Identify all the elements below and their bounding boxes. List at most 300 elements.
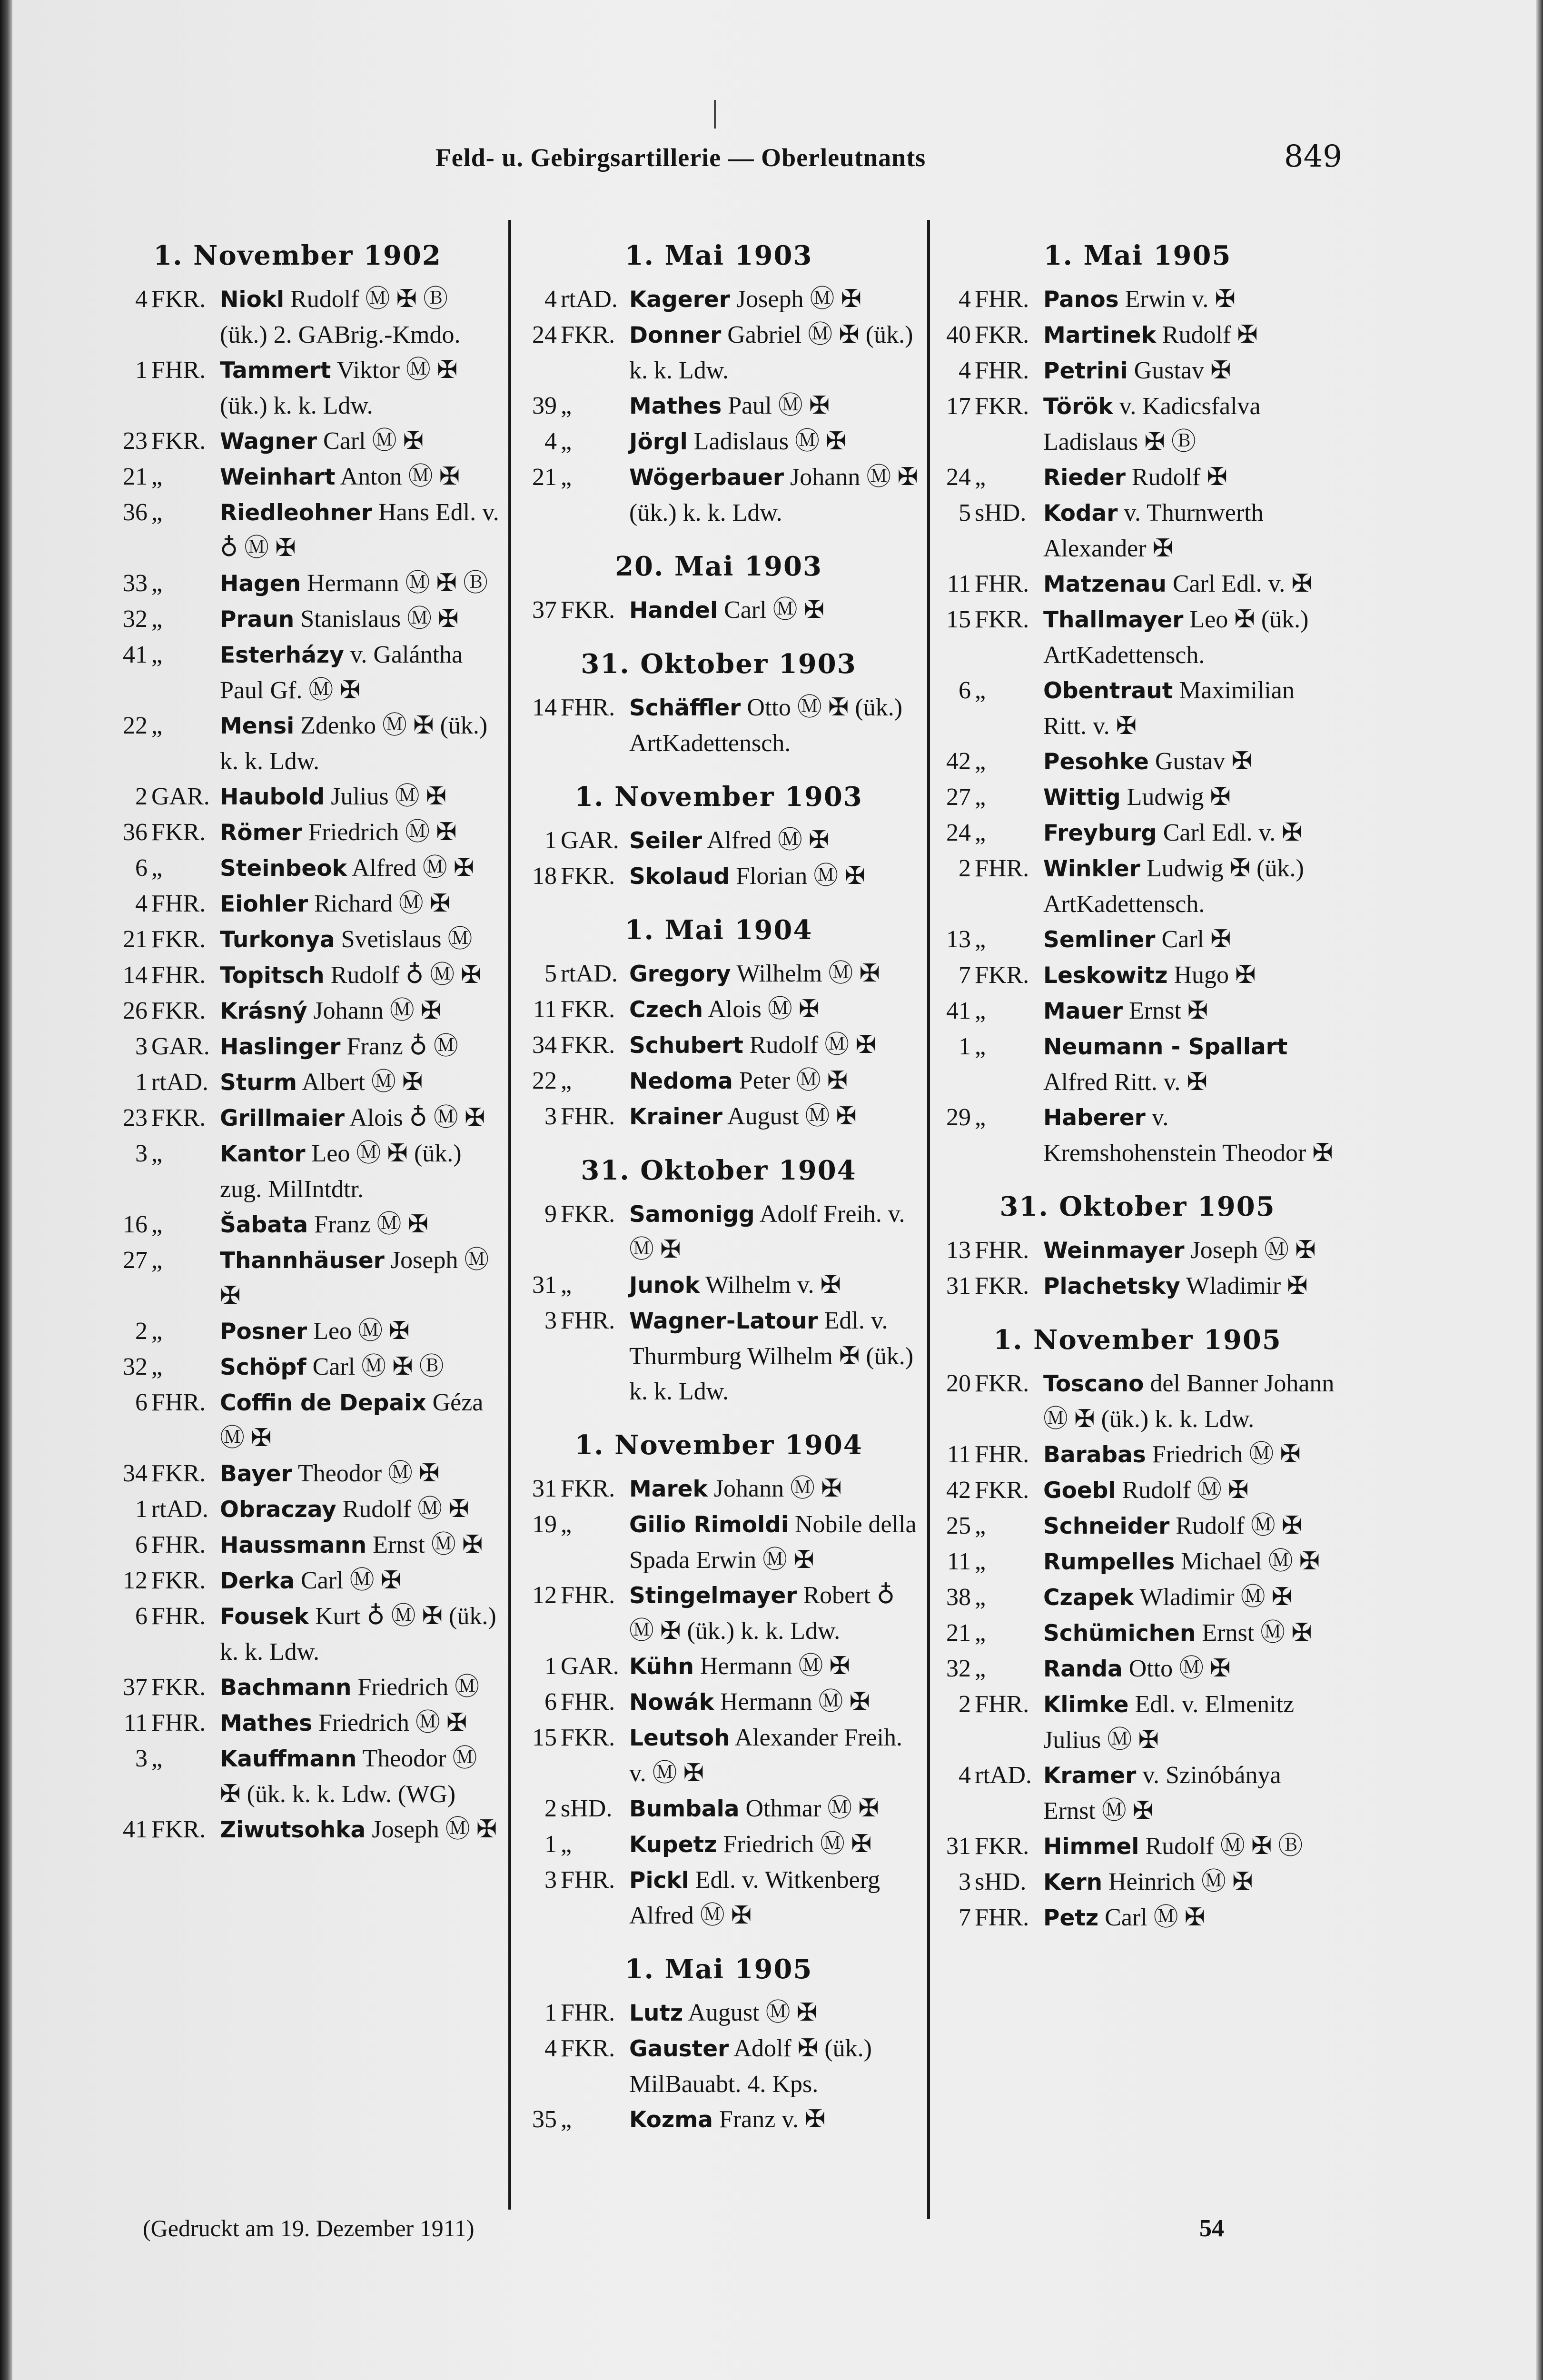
regiment-number: 38 <box>946 1584 971 1611</box>
regiment-number: 4 <box>135 890 148 917</box>
unit-type: FKR. <box>151 286 206 313</box>
entry-text <box>1037 566 1337 602</box>
officer-surname: Bachmann <box>220 1675 352 1701</box>
officer-surname: Weinhart <box>220 464 336 490</box>
unit-type: „ <box>151 712 163 739</box>
heading-gap <box>95 273 500 282</box>
regiment-cell <box>95 958 213 993</box>
officer-details: Adolf ✠ (ük.) MilBauabt. 4. Kps. <box>629 2035 872 2098</box>
officer-entry <box>938 922 1337 958</box>
unit-type: „ <box>151 499 163 526</box>
officer-surname: Mathes <box>629 393 722 419</box>
regiment-cell <box>938 1864 1037 1900</box>
officer-details: Albert Ⓜ ✠ <box>302 1069 423 1096</box>
officer-entry <box>519 1720 919 1791</box>
date-heading: 31. Oktober 1903 <box>581 648 857 680</box>
officer-surname: Steinbeok <box>220 855 347 882</box>
officer-details: v. Szinóbánya Ernst Ⓜ ✠ <box>1043 1762 1281 1825</box>
regiment-cell <box>938 1437 1037 1473</box>
officer-entry <box>938 958 1337 993</box>
regiment-number: 27 <box>946 783 971 811</box>
officer-entry <box>95 282 500 353</box>
regiment-number: 6 <box>135 1603 148 1630</box>
officer-details: Julius Ⓜ ✠ <box>331 783 447 810</box>
entry-text <box>623 460 919 531</box>
entry-text <box>1037 673 1337 744</box>
date-heading: 20. Mai 1903 <box>615 551 822 582</box>
regiment-cell <box>519 1063 623 1099</box>
regiment-cell <box>519 1303 623 1409</box>
regiment-number: 11 <box>533 996 557 1023</box>
officer-surname: Bumbala <box>629 1796 740 1822</box>
officer-surname: Samonigg <box>629 1201 755 1228</box>
officer-details: del Banner Johann Ⓜ ✠ (ük.) k. k. Ldw. <box>1043 1370 1335 1433</box>
regiment-number: 31 <box>946 1833 971 1860</box>
heading-gap <box>519 814 919 823</box>
officer-surname: Bayer <box>220 1461 292 1487</box>
regiment-cell <box>938 1900 1037 1936</box>
entry-text <box>1037 1508 1337 1544</box>
date-heading: 31. Oktober 1905 <box>999 1191 1276 1222</box>
entry-text <box>213 1599 500 1670</box>
entry-text <box>213 1456 500 1492</box>
officer-entry <box>519 1578 919 1649</box>
officer-entry <box>95 1101 500 1136</box>
officer-details: Joseph Ⓜ ✠ <box>1190 1237 1316 1264</box>
officer-entry <box>519 1995 919 2031</box>
entry-text <box>1037 282 1337 317</box>
officer-details: Franz v. ✠ <box>719 2106 826 2133</box>
officer-details: Florian Ⓜ ✠ <box>736 863 865 890</box>
officer-entry <box>95 1670 500 1706</box>
regiment-cell <box>938 673 1037 744</box>
officer-surname: Martinek <box>1043 322 1156 348</box>
unit-type: FHR. <box>975 855 1029 882</box>
unit-type: FKR. <box>151 1816 206 1843</box>
entry-text <box>213 922 500 958</box>
officer-details: Edl. v. Witkenberg Alfred Ⓜ ✠ <box>629 1866 880 1929</box>
section-gap <box>519 1135 919 1153</box>
regiment-cell <box>95 851 213 886</box>
officer-surname: Wögerbauer <box>629 465 784 491</box>
entry-text <box>213 1029 500 1065</box>
unit-type: „ <box>975 1104 986 1131</box>
regiment-number: 5 <box>959 499 971 526</box>
regiment-number: 14 <box>532 694 557 721</box>
officer-surname: Riedleohner <box>220 500 373 526</box>
unit-type: FHR. <box>151 1603 206 1630</box>
unit-type: „ <box>975 748 986 775</box>
officer-surname: Barabas <box>1043 1442 1146 1468</box>
regiment-cell <box>938 353 1037 389</box>
officer-details: Anton Ⓜ ✠ <box>340 463 460 490</box>
regiment-number: 11 <box>947 570 971 597</box>
unit-type: „ <box>151 1140 163 1167</box>
unit-type: „ <box>975 1033 986 1060</box>
regiment-number: 3 <box>544 1866 557 1894</box>
officer-entry <box>938 1580 1337 1616</box>
regiment-cell <box>938 1508 1037 1544</box>
unit-type: FHR. <box>561 1688 615 1716</box>
entry-text <box>1037 496 1337 566</box>
officer-surname: Nowák <box>629 1689 714 1716</box>
officer-details: Ludwig ✠ (ük.) ArtKadettensch. <box>1043 855 1304 918</box>
page-right-edge <box>1536 0 1543 2380</box>
entry-text <box>623 317 919 388</box>
officer-entry <box>938 851 1337 922</box>
unit-type: rtAD. <box>561 960 618 987</box>
officer-surname: Schäffler <box>629 695 741 721</box>
officer-entry <box>519 1507 919 1578</box>
unit-type: „ <box>561 1511 572 1538</box>
regiment-number: 9 <box>544 1200 557 1228</box>
unit-type: FKR. <box>151 1567 206 1594</box>
officer-surname: Mauer <box>1043 998 1123 1024</box>
officer-details: Gustav ✠ <box>1155 748 1252 775</box>
unit-type: FHR. <box>561 1307 615 1334</box>
officer-entry <box>95 1243 500 1314</box>
entry-text <box>1037 922 1337 958</box>
officer-surname: Neumann - Spallart <box>1043 1034 1288 1060</box>
regiment-number: 3 <box>135 1745 148 1772</box>
unit-type: FKR. <box>975 393 1029 420</box>
officer-details: Erwin v. ✠ <box>1125 286 1236 313</box>
regiment-number: 3 <box>544 1307 557 1334</box>
officer-details: Alfred Ⓜ ✠ <box>707 827 830 854</box>
running-title: Feld- u. Gebirgsartillerie — Oberleutnants <box>435 143 926 172</box>
unit-type: FHR. <box>561 1999 615 2026</box>
regiment-cell <box>95 1812 213 1848</box>
regiment-number: 6 <box>135 1389 148 1416</box>
unit-type: „ <box>561 428 572 455</box>
officer-surname: Klimke <box>1043 1692 1129 1718</box>
regiment-cell <box>95 1599 213 1670</box>
regiment-cell <box>95 495 213 566</box>
print-note: (Gedruckt am 19. Dezember 1911) <box>143 2215 475 2241</box>
officer-details: Maximilian Ritt. v. ✠ <box>1043 677 1295 740</box>
heading-gap <box>519 273 919 282</box>
regiment-number: 4 <box>544 428 557 455</box>
officer-entry <box>938 993 1337 1029</box>
regiment-number: 4 <box>544 2035 557 2062</box>
date-heading: 1. November 1904 <box>574 1429 863 1461</box>
officer-entry <box>95 886 500 922</box>
entry-text <box>623 2102 919 2138</box>
officer-details: Adolf Freih. v. Ⓜ ✠ <box>629 1200 905 1263</box>
unit-type: „ <box>975 1655 986 1682</box>
regiment-number: 3 <box>544 1103 557 1130</box>
unit-type: „ <box>975 1548 986 1575</box>
unit-type: FKR. <box>151 1104 206 1131</box>
date-heading: 1. Mai 1904 <box>624 914 813 946</box>
officer-surname: Petrini <box>1043 358 1128 384</box>
regiment-number: 21 <box>123 926 148 953</box>
regiment-number: 31 <box>532 1475 557 1502</box>
officer-entry <box>95 1207 500 1243</box>
officer-surname: Gilio Rimoldi <box>629 1512 789 1538</box>
officer-surname: Schubert <box>629 1032 743 1059</box>
unit-type: „ <box>561 1831 572 1858</box>
officer-entry <box>519 1471 919 1507</box>
unit-type: FKR. <box>561 1031 615 1059</box>
officer-surname: Mensi <box>220 713 295 739</box>
regiment-cell <box>938 1100 1037 1171</box>
officer-details: Carl ✠ <box>1161 926 1231 953</box>
entry-text <box>623 1995 919 2031</box>
officer-entry <box>95 1349 500 1385</box>
regiment-number: 34 <box>532 1031 557 1059</box>
officer-details: Edl. v. Thurmburg Wilhelm ✠ (ük.) k. k. Ldw. <box>629 1307 914 1405</box>
officer-entry <box>519 1028 919 1063</box>
entry-text <box>623 1720 919 1791</box>
officer-details: Friedrich Ⓜ ✠ <box>308 819 457 846</box>
officer-surname: Wittig <box>1043 784 1121 811</box>
unit-type: GAR. <box>151 1033 210 1060</box>
officer-details: v. Galántha Paul Gf. Ⓜ ✠ <box>220 641 463 704</box>
entry-text <box>623 1471 919 1507</box>
entry-text <box>1037 1687 1337 1758</box>
officer-details: Johann Ⓜ ✠ (ük.) k. k. Ldw. <box>629 464 918 526</box>
entry-text <box>1037 780 1337 815</box>
officer-details: Ernst Ⓜ ✠ <box>1202 1619 1312 1646</box>
section-gap <box>519 894 919 912</box>
regiment-cell <box>938 460 1037 496</box>
officer-surname: Goebl <box>1043 1478 1116 1504</box>
entry-text <box>1037 1437 1337 1473</box>
date-heading: 1. Mai 1905 <box>624 1954 813 1985</box>
officer-entry <box>519 424 919 460</box>
unit-type: „ <box>561 1067 572 1094</box>
officer-surname: Schümichen <box>1043 1620 1196 1646</box>
unit-type: sHD. <box>975 499 1027 526</box>
regiment-number: 40 <box>946 321 971 348</box>
regiment-cell <box>938 744 1037 780</box>
entry-text <box>213 424 500 459</box>
officer-entry <box>519 1197 919 1268</box>
officer-entry <box>95 1706 500 1741</box>
officer-details: Theodor Ⓜ ✠ <box>297 1460 440 1487</box>
regiment-cell <box>519 1268 623 1303</box>
date-heading: 1. Mai 1903 <box>624 240 813 271</box>
regiment-cell <box>95 1136 213 1207</box>
regiment-number: 21 <box>532 464 557 491</box>
entry-text <box>1037 353 1337 389</box>
entry-text <box>1037 389 1337 460</box>
officer-details: Kurt ♁ Ⓜ ✠ (ük.) k. k. Ldw. <box>220 1603 496 1666</box>
regiment-cell <box>519 1197 623 1268</box>
unit-type: FKR. <box>151 1674 206 1701</box>
entry-text <box>1037 958 1337 993</box>
regiment-cell <box>938 1651 1037 1687</box>
officer-surname: Kantor <box>220 1141 306 1167</box>
regiment-cell <box>938 1269 1037 1304</box>
unit-type: sHD. <box>561 1795 613 1822</box>
officer-surname: Marek <box>629 1476 708 1502</box>
entry-text <box>623 1197 919 1268</box>
officer-entry <box>95 1741 500 1812</box>
regiment-cell <box>519 593 623 628</box>
regiment-cell <box>95 779 213 815</box>
regiment-number: 25 <box>946 1512 971 1539</box>
officer-surname: Rieder <box>1043 465 1126 491</box>
heading-gap <box>938 1358 1337 1366</box>
section-gap <box>938 1304 1337 1322</box>
officer-surname: Panos <box>1043 287 1119 313</box>
regiment-cell <box>938 1616 1037 1651</box>
officer-details: Carl Ⓜ ✠ <box>301 1567 402 1594</box>
officer-details: Joseph Ⓜ ✠ <box>736 286 862 313</box>
regiment-number: 1 <box>544 1999 557 2026</box>
entry-text <box>213 1527 500 1563</box>
officer-surname: Nedoma <box>629 1068 733 1094</box>
unit-type: „ <box>975 1619 986 1646</box>
entry-text <box>623 1863 919 1934</box>
unit-type: FHR. <box>975 1237 1029 1264</box>
officer-surname: Tammert <box>220 357 331 384</box>
regiment-cell <box>938 389 1037 460</box>
officer-details: Leo Ⓜ ✠ (ük.) zug. MilIntdtr. <box>220 1140 462 1203</box>
regiment-cell <box>938 1544 1037 1580</box>
officer-entry <box>938 317 1337 353</box>
regiment-cell <box>938 993 1037 1029</box>
officer-details: Otto Ⓜ ✠ <box>1128 1655 1231 1682</box>
unit-type: „ <box>975 819 986 846</box>
regiment-cell <box>519 282 623 317</box>
officer-details: Carl Edl. v. ✠ <box>1172 570 1312 597</box>
officer-entry <box>95 708 500 779</box>
regiment-number: 37 <box>123 1674 148 1701</box>
regiment-number: 41 <box>946 997 971 1024</box>
officer-entry <box>938 1651 1337 1687</box>
officer-entry <box>938 1544 1337 1580</box>
officer-details: Carl Ⓜ ✠ <box>724 596 825 624</box>
entry-text <box>623 593 919 628</box>
officer-surname: Stingelmayer <box>629 1583 797 1609</box>
column-divider-left <box>508 220 511 2210</box>
officer-entry <box>938 1829 1337 1864</box>
officer-details: Heinrich Ⓜ ✠ <box>1108 1868 1253 1895</box>
unit-type: FKR. <box>151 819 206 846</box>
entry-text <box>1037 1758 1337 1829</box>
officer-entry <box>938 1233 1337 1269</box>
officer-surname: Toscano <box>1043 1371 1144 1397</box>
officer-details: Richard Ⓜ ✠ <box>314 890 451 917</box>
officer-entry <box>519 317 919 388</box>
entry-text <box>213 1101 500 1136</box>
regiment-number: 7 <box>959 962 971 989</box>
heading-gap <box>519 584 919 593</box>
officer-surname: Freyburg <box>1043 820 1157 846</box>
regiment-number: 29 <box>946 1104 971 1131</box>
unit-type: FKR. <box>975 606 1029 633</box>
officer-details: Rudolf Ⓜ ✠ <box>1122 1477 1249 1504</box>
officer-surname: Coffin de Depaix <box>220 1390 426 1416</box>
regiment-number: 27 <box>123 1247 148 1274</box>
officer-surname: Krásný <box>220 998 307 1024</box>
entry-text <box>213 282 500 353</box>
officer-surname: Wagner-Latour <box>629 1308 818 1334</box>
regiment-number: 4 <box>959 357 971 384</box>
page-number: 849 <box>1284 139 1342 174</box>
unit-type: „ <box>975 1512 986 1539</box>
regiment-number: 2 <box>544 1795 557 1822</box>
entry-text <box>1037 317 1337 353</box>
regiment-number: 24 <box>946 464 971 491</box>
section-gap <box>519 628 919 646</box>
officer-entry <box>519 1303 919 1409</box>
heading-gap <box>519 948 919 956</box>
regiment-number: 2 <box>135 1318 148 1345</box>
officer-details: Theodor Ⓜ ✠ (ük. k. k. Ldw. (WG) <box>220 1745 477 1808</box>
regiment-cell <box>519 859 623 894</box>
regiment-cell <box>519 823 623 859</box>
officer-entry <box>95 1812 500 1848</box>
entry-text <box>623 282 919 317</box>
officer-surname: Kagerer <box>629 287 730 313</box>
entry-text <box>213 353 500 424</box>
officer-surname: Eiohler <box>220 891 308 917</box>
regiment-number: 2 <box>135 783 148 810</box>
officer-entry <box>519 2102 919 2138</box>
officer-surname: Lutz <box>629 2000 683 2026</box>
regiment-cell <box>938 958 1037 993</box>
unit-type: FKR. <box>151 427 206 455</box>
regiment-cell <box>95 1527 213 1563</box>
regiment-number: 11 <box>947 1548 971 1575</box>
officer-surname: Kupetz <box>629 1832 717 1858</box>
regiment-number: 17 <box>946 393 971 420</box>
regiment-cell <box>519 460 623 531</box>
regiment-cell <box>519 1578 623 1649</box>
officer-details: Franz ♁ Ⓜ <box>346 1033 458 1060</box>
regiment-number: 22 <box>123 712 148 739</box>
officer-entry <box>95 1314 500 1349</box>
regiment-cell <box>519 2031 623 2102</box>
unit-type: FHR. <box>151 1531 206 1558</box>
officer-surname: Semliner <box>1043 927 1156 953</box>
entry-text <box>213 886 500 922</box>
column-divider-right <box>927 220 930 2219</box>
regiment-cell <box>938 1473 1037 1508</box>
officer-surname: Kühn <box>629 1654 694 1680</box>
regiment-number: 24 <box>946 819 971 846</box>
officer-details: Carl Ⓜ ✠ Ⓑ <box>312 1353 444 1380</box>
officer-entry <box>519 1827 919 1863</box>
officer-entry <box>519 1863 919 1934</box>
entry-text <box>1037 1900 1337 1936</box>
regiment-number: 16 <box>123 1211 148 1238</box>
regiment-number: 39 <box>532 392 557 419</box>
officer-entry <box>938 1900 1337 1936</box>
officer-entry <box>95 1563 500 1599</box>
officer-entry <box>938 460 1337 496</box>
officer-surname: Török <box>1043 394 1113 420</box>
entry-text <box>623 956 919 992</box>
unit-type: „ <box>975 677 986 704</box>
heading-gap <box>938 273 1337 282</box>
regiment-cell <box>95 353 213 424</box>
entry-text <box>1037 815 1337 851</box>
regiment-number: 3 <box>135 1033 148 1060</box>
entry-text <box>1037 1616 1337 1651</box>
entry-text <box>623 388 919 424</box>
regiment-number: 35 <box>532 2106 557 2133</box>
officer-details: Johann Ⓜ ✠ <box>713 1475 842 1502</box>
unit-type: FHR. <box>975 1904 1029 1931</box>
unit-type: FHR. <box>151 962 206 989</box>
officer-details: Ladislaus Ⓜ ✠ <box>693 428 847 455</box>
officer-entry <box>95 495 500 566</box>
